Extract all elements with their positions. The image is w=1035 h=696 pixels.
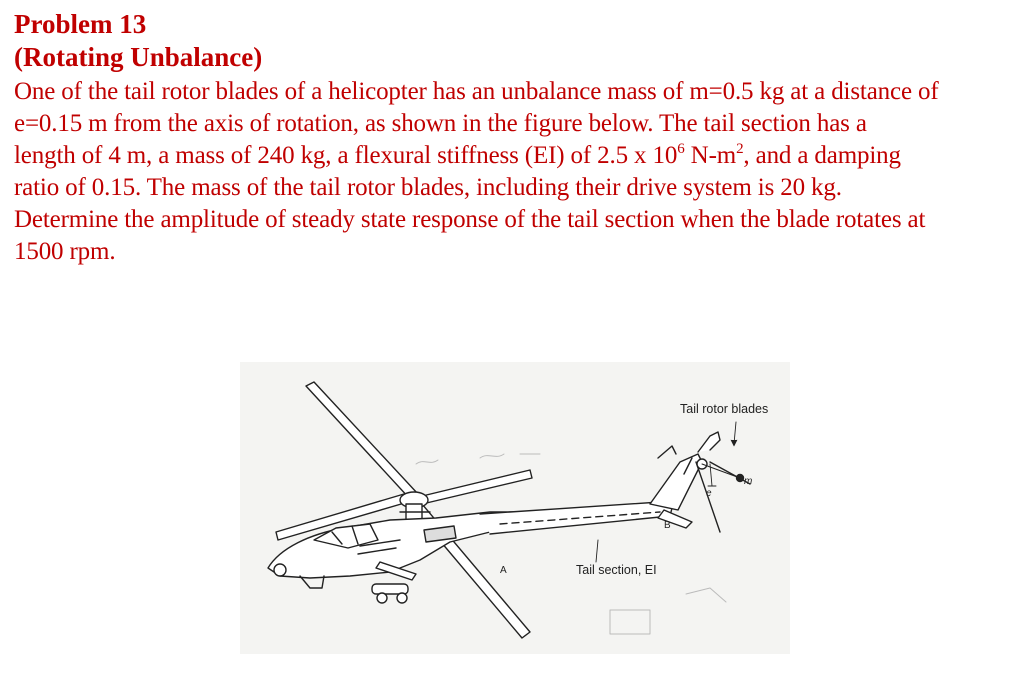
statement-line-2: e=0.15 m from the axis of rotation, as shown in the figure below. The tail section has a [14, 110, 867, 137]
exponent-6: 6 [677, 141, 685, 157]
helicopter-figure [240, 362, 790, 654]
tail-section-leader [596, 540, 598, 562]
statement-line-3c: , and a damping [743, 142, 901, 169]
statement-line-1: One of the tail rotor blades of a helicopter has an unbalance mass of m=0.5 kg at a distance of [14, 78, 939, 105]
statement-line-3a: length of 4 m, a mass of 240 kg, a flexural stiffness (EI) of 2.5 x 10 [14, 142, 678, 169]
exponent-2: 2 [736, 141, 744, 157]
statement-line-3b: N-m [684, 142, 737, 169]
problem-number: Problem 13 [14, 9, 147, 39]
point-a-label: A [500, 565, 507, 576]
eccentricity-e-label: e [706, 488, 712, 499]
point-b-label: B [664, 520, 671, 531]
statement-line-3 [14, 140, 1026, 172]
statement-line-4: ratio of 0.15. The mass of the tail rotor blades, including their drive system is 20 kg. [14, 174, 842, 201]
tail-section-label: Tail section, EI [576, 563, 657, 577]
vertical-fin [650, 446, 702, 510]
statement-line-6: 1500 rpm. [14, 238, 116, 265]
problem-statement [14, 76, 1026, 268]
problem-topic: (Rotating Unbalance) [14, 42, 263, 72]
problem-document [14, 8, 1026, 268]
tail-boom [480, 502, 672, 534]
mass-m-label: m [744, 476, 753, 487]
statement-line-5: Determine the amplitude of steady state response of the tail section when the blade rotates at [14, 206, 926, 233]
tail-rotor-blades-label: Tail rotor blades [680, 402, 769, 416]
